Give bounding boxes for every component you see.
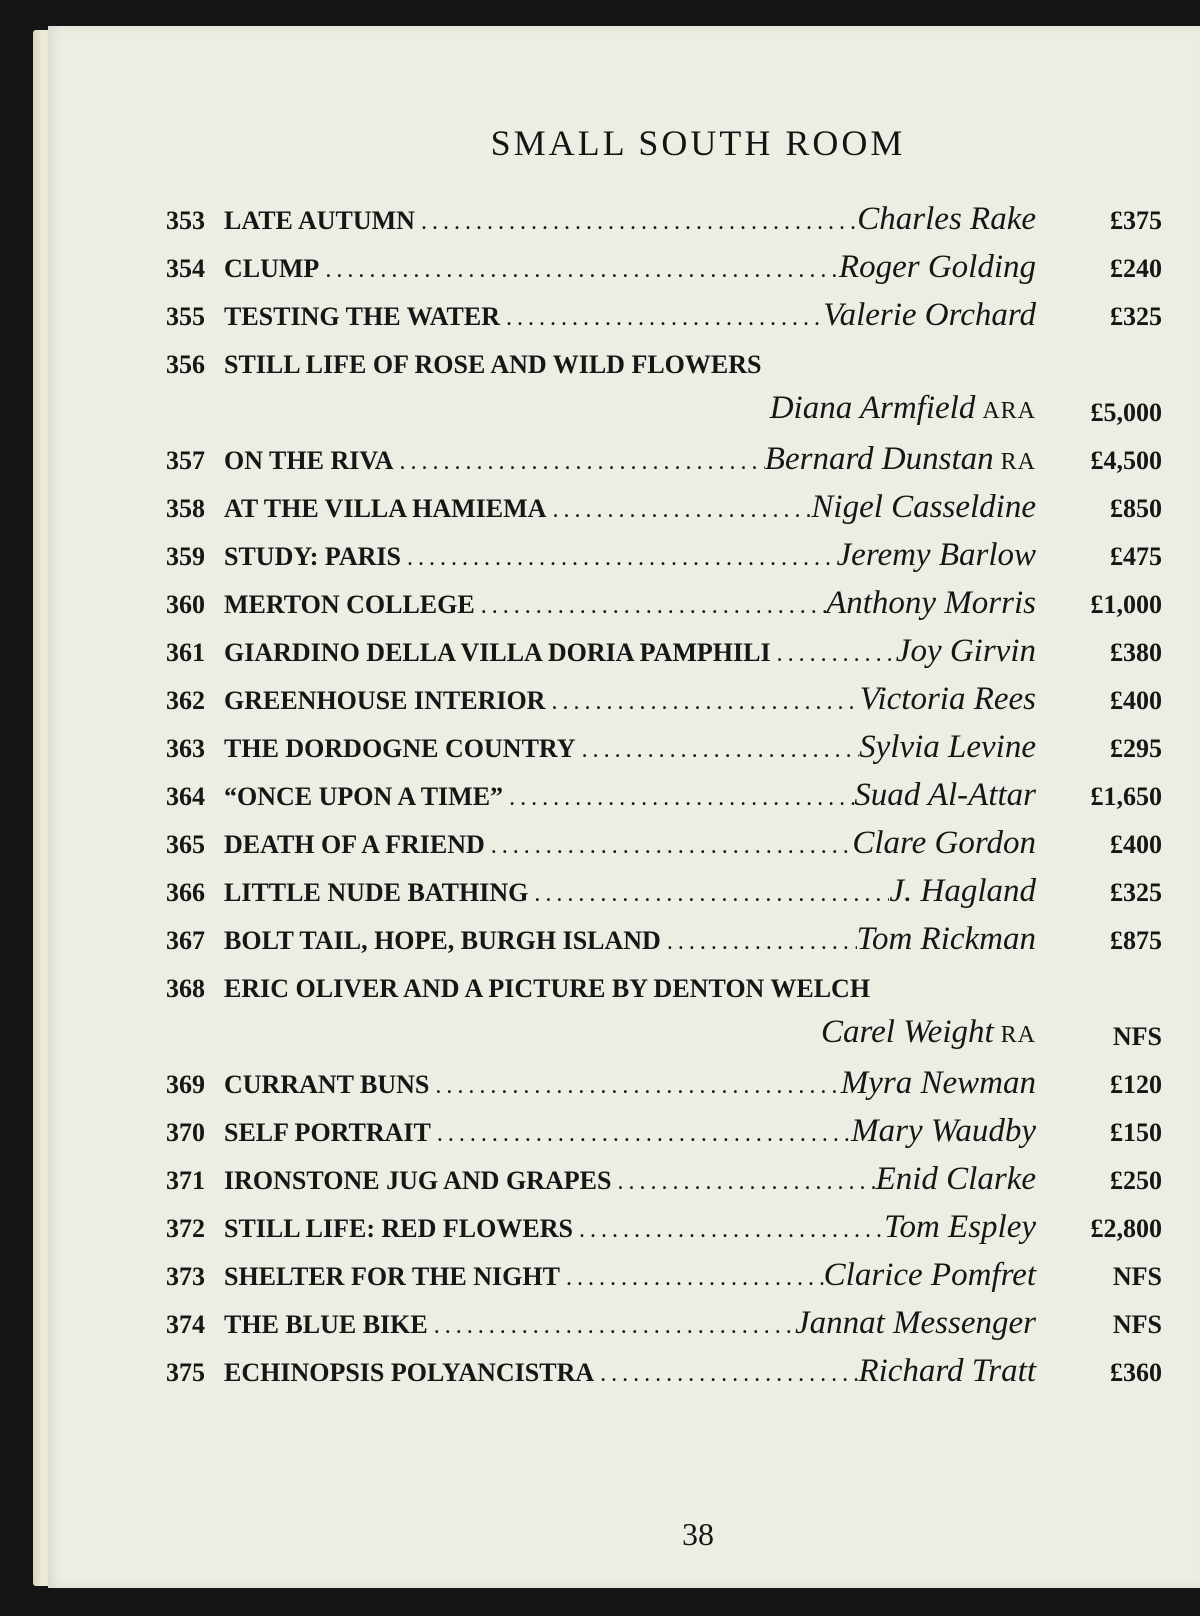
entry-price: NFS [1112,1022,1162,1051]
entry-number: 371 [166,1166,205,1195]
artist-honour: ARA [982,398,1036,424]
catalogue-entry [166,870,1166,916]
entry-artist: Mary Waudby [851,1113,1036,1149]
entry-number: 358 [166,494,205,523]
catalogue-entry [166,1254,1166,1300]
entry-artist: Nigel Casseldine [811,489,1036,525]
entry-number: 361 [166,638,205,667]
dot-leader [594,1361,858,1388]
dot-leader [576,737,860,764]
entry-title: SELF PORTRAIT [224,1118,431,1147]
entry-price: £250 [1110,1166,1162,1195]
entry-price: £400 [1110,830,1162,859]
dot-leader [661,929,857,956]
dot-leader [475,593,826,620]
entry-title: CURRANT BUNS [224,1070,430,1099]
entry-title: STILL LIFE OF ROSE AND WILD FLOWERS [224,350,762,379]
catalogue-entry [166,1206,1166,1252]
entry-artist: Charles Rake [857,201,1036,237]
entry-title: GREENHOUSE INTERIOR [224,686,546,715]
entry-price: £400 [1110,686,1162,715]
entry-price: £2,800 [1090,1214,1162,1243]
entry-price: NFS [1112,1310,1162,1339]
entry-artist: Anthony Morris [826,585,1036,621]
dot-leader [560,1265,824,1292]
entry-title: DEATH OF A FRIEND [224,830,485,859]
entry-price: £875 [1110,926,1162,955]
dot-leader [528,881,889,908]
entry-price: £150 [1110,1118,1162,1147]
catalogue-entry [166,726,1166,772]
entry-artist: Clare Gordon [852,825,1036,861]
entry-artist: Roger Golding [838,249,1036,285]
artist-honour: RA [1000,449,1036,475]
entry-number: 372 [166,1214,205,1243]
entry-number: 354 [166,254,205,283]
entry-artist: Richard Tratt [858,1353,1036,1389]
entry-number: 368 [166,974,205,1003]
entry-artist: Carel Weight [821,1014,994,1050]
entry-number: 369 [166,1070,205,1099]
dot-leader [319,257,839,284]
dot-leader [394,449,765,476]
entry-title: MERTON COLLEGE [224,590,475,619]
dot-leader [573,1217,884,1244]
entry-price: £4,500 [1090,446,1162,475]
entry-artist: Joy Girvin [895,633,1036,669]
dot-leader [431,1121,851,1148]
entry-price: £1,650 [1090,782,1162,811]
entry-title: CLUMP [224,254,320,283]
entry-number: 357 [166,446,205,475]
entry-price: £5,000 [1090,398,1162,427]
catalogue-entry [166,678,1166,724]
entry-number: 373 [166,1262,205,1291]
catalogue-entry [166,342,1166,388]
entry-price: £475 [1110,542,1162,571]
dot-leader [429,1073,840,1100]
dot-leader [545,689,859,716]
entry-artist: Sylvia Levine [859,729,1036,765]
entry-title: ERIC OLIVER AND A PICTURE BY DENTON WELCH [224,974,871,1003]
catalogue-entry [166,1158,1166,1204]
entry-number: 362 [166,686,205,715]
catalogue-entry [166,630,1166,676]
entry-artist: Bernard Dunstan [764,441,994,477]
dot-leader [401,545,837,572]
entry-price: £120 [1110,1070,1162,1099]
catalogue-entry-continuation [166,390,1166,436]
entry-title: ECHINOPSIS POLYANCISTRA [224,1358,595,1387]
entry-title: STILL LIFE: RED FLOWERS [224,1214,573,1243]
catalogue-entry [166,198,1166,244]
entry-title: “ONCE UPON A TIME” [224,782,504,811]
catalogue-entry [166,1110,1166,1156]
entry-artist: Jannat Messenger [794,1305,1036,1341]
entry-price: £1,000 [1090,590,1162,619]
entry-title: GIARDINO DELLA VILLA DORIA PAMPHILI [224,638,771,667]
entry-title: AT THE VILLA HAMIEMA [224,494,547,523]
entry-title: IRONSTONE JUG AND GRAPES [224,1166,612,1195]
entry-number: 374 [166,1310,205,1339]
entry-price: £295 [1110,734,1162,763]
entry-title: THE BLUE BIKE [224,1310,428,1339]
dot-leader [428,1313,795,1340]
catalogue-entry [166,534,1166,580]
entry-title: BOLT TAIL, HOPE, BURGH ISLAND [224,926,661,955]
catalogue-entry [166,438,1166,484]
page-number: 38 [682,1516,714,1552]
entry-title: STUDY: PARIS [224,542,401,571]
dot-leader [485,833,853,860]
dot-leader [771,641,896,668]
entry-title: THE DORDOGNE COUNTRY [224,734,576,763]
catalogue-entry [166,1302,1166,1348]
entry-number: 366 [166,878,205,907]
entry-price: £375 [1110,206,1162,235]
entry-number: 375 [166,1358,205,1387]
entry-number: 365 [166,830,205,859]
entry-number: 356 [166,350,205,379]
entry-artist: Victoria Rees [859,681,1036,717]
entry-number: 360 [166,590,205,619]
dot-leader [611,1169,875,1196]
artist-honour: RA [1000,1022,1036,1048]
entry-price: £850 [1110,494,1162,523]
entry-number: 367 [166,926,205,955]
entry-price: NFS [1112,1262,1162,1291]
entry-artist: Clarice Pomfret [823,1257,1036,1293]
entry-number: 355 [166,302,205,331]
catalogue-entry [166,486,1166,532]
catalogue-entry [166,1062,1166,1108]
entry-price: £360 [1110,1358,1162,1387]
dot-leader [415,209,857,236]
room-heading: SMALL SOUTH ROOM [490,123,906,163]
entry-title: LATE AUTUMN [224,206,415,235]
entry-price: £325 [1110,302,1162,331]
catalogue-page [48,26,1200,1588]
catalogue-entry [166,966,1166,1012]
entry-title: ON THE RIVA [224,446,394,475]
entry-number: 359 [166,542,205,571]
entry-artist: Myra Newman [840,1065,1036,1101]
entry-artist: Suad Al-Attar [854,777,1036,813]
entry-artist: Enid Clarke [875,1161,1036,1197]
entry-artist: Diana Armfield [769,390,976,426]
catalogue-entry [166,1350,1166,1396]
catalogue-entry-continuation [166,1014,1166,1060]
dot-leader [500,305,823,332]
entry-title: TESTING THE WATER [224,302,500,331]
catalogue-entry [166,246,1166,292]
entry-number: 353 [166,206,205,235]
entry-artist: Jeremy Barlow [836,537,1036,573]
dot-leader [503,785,854,812]
entry-number: 370 [166,1118,205,1147]
entry-price: £380 [1110,638,1162,667]
entry-price: £325 [1110,878,1162,907]
entry-title: LITTLE NUDE BATHING [224,878,529,907]
entry-title: SHELTER FOR THE NIGHT [224,1262,560,1291]
dot-leader [546,497,811,524]
catalogue-entry [166,918,1166,964]
entry-number: 363 [166,734,205,763]
entry-artist: J. Hagland [889,873,1036,909]
catalogue-entry [166,294,1166,340]
catalogue-entry [166,822,1166,868]
entry-artist: Tom Espley [884,1209,1036,1245]
catalogue-entry [166,582,1166,628]
entry-price: £240 [1110,254,1162,283]
entry-artist: Valerie Orchard [823,297,1036,333]
catalogue-entry [166,774,1166,820]
entry-number: 364 [166,782,205,811]
entry-artist: Tom Rickman [856,921,1036,957]
